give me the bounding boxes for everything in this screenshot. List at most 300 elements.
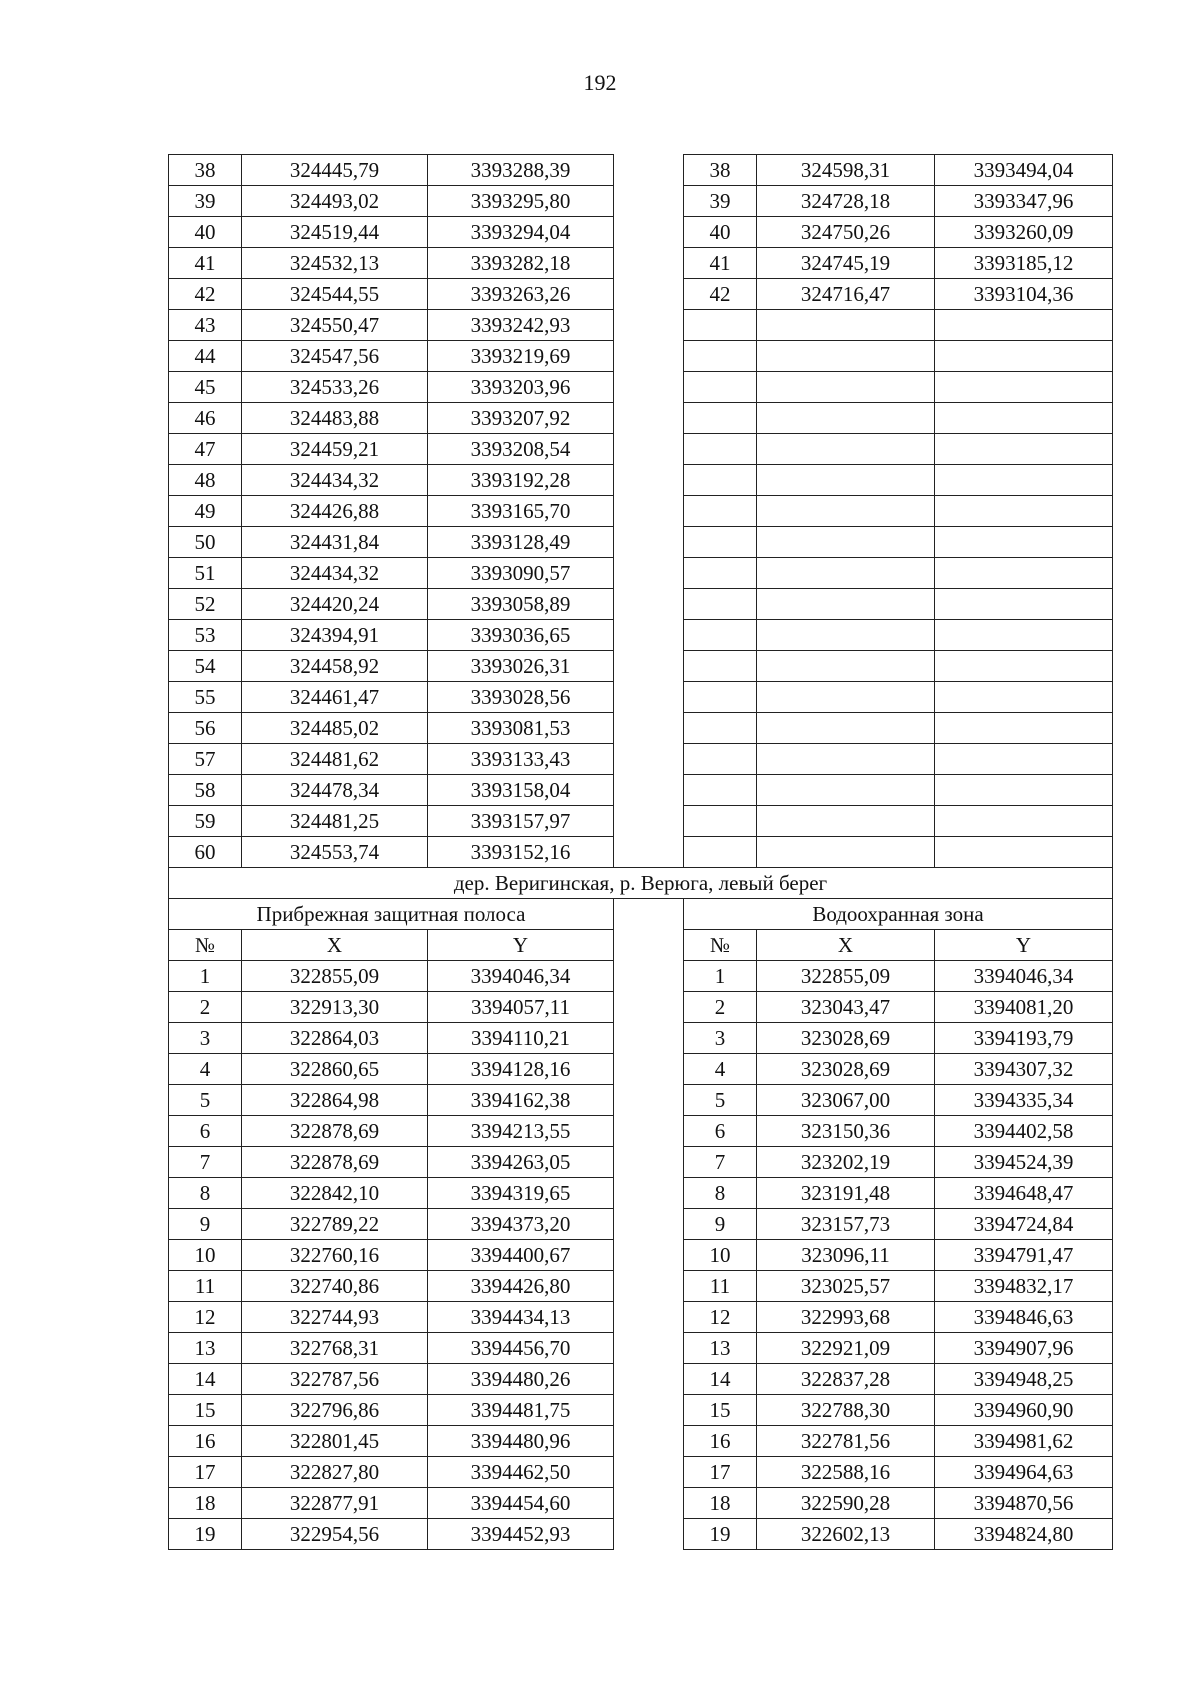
table-row — [169, 744, 1113, 775]
table-row — [169, 217, 1113, 248]
right-num-cell: 9 — [684, 1209, 757, 1240]
left-x-cell: 322787,56 — [242, 1364, 428, 1395]
right-num-cell — [684, 341, 757, 372]
table-row — [169, 403, 1113, 434]
left-y-cell: 3393207,92 — [428, 403, 614, 434]
left-x-cell: 324478,34 — [242, 775, 428, 806]
left-num-cell: 51 — [169, 558, 242, 589]
table-row — [169, 1054, 1113, 1085]
left-y-cell: 3394110,21 — [428, 1023, 614, 1054]
left-num-cell: 11 — [169, 1271, 242, 1302]
left-y-cell: 3394162,38 — [428, 1085, 614, 1116]
left-y-cell: 3394452,93 — [428, 1519, 614, 1550]
right-num-cell — [684, 310, 757, 341]
table-row — [169, 155, 1113, 186]
right-x-cell — [757, 372, 935, 403]
column-gap — [614, 1147, 684, 1178]
left-x-cell: 322744,93 — [242, 1302, 428, 1333]
table-row — [169, 1395, 1113, 1426]
right-x-cell: 323043,47 — [757, 992, 935, 1023]
left-x-cell: 322768,31 — [242, 1333, 428, 1364]
right-num-cell: 2 — [684, 992, 757, 1023]
column-gap — [614, 1240, 684, 1271]
right-x-cell: 323191,48 — [757, 1178, 935, 1209]
left-x-cell: 322855,09 — [242, 961, 428, 992]
right-y-cell — [935, 806, 1113, 837]
left-x-cell: 322827,80 — [242, 1457, 428, 1488]
right-x-cell: 324750,26 — [757, 217, 935, 248]
right-y-cell: 3394907,96 — [935, 1333, 1113, 1364]
left-y-cell: 3394046,34 — [428, 961, 614, 992]
left-x-cell: 324458,92 — [242, 651, 428, 682]
left-num-cell: 8 — [169, 1178, 242, 1209]
column-gap — [614, 1395, 684, 1426]
table-row — [169, 1333, 1113, 1364]
left-num-cell: 12 — [169, 1302, 242, 1333]
left-subtitle: Прибрежная защитная полоса — [169, 899, 614, 930]
table-row — [169, 496, 1113, 527]
left-y-cell: 3393288,39 — [428, 155, 614, 186]
table-row — [169, 651, 1113, 682]
left-x-cell: 322877,91 — [242, 1488, 428, 1519]
table-row — [169, 279, 1113, 310]
left-x-cell: 322878,69 — [242, 1147, 428, 1178]
table-row — [169, 961, 1113, 992]
table-row — [169, 527, 1113, 558]
right-y-cell — [935, 713, 1113, 744]
left-num-cell: 9 — [169, 1209, 242, 1240]
left-y-cell: 3393026,31 — [428, 651, 614, 682]
coordinates-table — [168, 154, 1113, 1550]
left-num-cell: 55 — [169, 682, 242, 713]
right-x-cell — [757, 341, 935, 372]
table-row — [169, 1457, 1113, 1488]
left-y-cell: 3393263,26 — [428, 279, 614, 310]
table-row — [169, 620, 1113, 651]
left-num-cell: 38 — [169, 155, 242, 186]
left-num-cell: 5 — [169, 1085, 242, 1116]
left-num-cell: 54 — [169, 651, 242, 682]
column-gap — [614, 1271, 684, 1302]
right-num-cell — [684, 496, 757, 527]
left-x-cell: 324532,13 — [242, 248, 428, 279]
right-y-cell — [935, 651, 1113, 682]
table-row — [169, 1364, 1113, 1395]
right-subtitle: Водоохранная зона — [684, 899, 1113, 930]
left-x-cell: 324533,26 — [242, 372, 428, 403]
table-row — [169, 1271, 1113, 1302]
right-y-cell: 3394402,58 — [935, 1116, 1113, 1147]
left-num-cell: 41 — [169, 248, 242, 279]
left-y-cell: 3394456,70 — [428, 1333, 614, 1364]
right-y-cell: 3394335,34 — [935, 1085, 1113, 1116]
column-gap — [614, 465, 684, 496]
right-x-cell — [757, 775, 935, 806]
left-num-cell: 19 — [169, 1519, 242, 1550]
right-x-cell — [757, 837, 935, 868]
right-x-cell — [757, 558, 935, 589]
right-y-cell: 3394832,17 — [935, 1271, 1113, 1302]
right-y-cell — [935, 341, 1113, 372]
left-x-cell: 324420,24 — [242, 589, 428, 620]
left-num-cell: 16 — [169, 1426, 242, 1457]
right-x-cell — [757, 651, 935, 682]
right-num-cell — [684, 775, 757, 806]
right-x-cell: 322602,13 — [757, 1519, 935, 1550]
left-y-cell: 3393219,69 — [428, 341, 614, 372]
left-y-cell: 3394426,80 — [428, 1271, 614, 1302]
right-x-cell — [757, 806, 935, 837]
column-gap — [614, 806, 684, 837]
table-row — [169, 1209, 1113, 1240]
right-num-cell: 11 — [684, 1271, 757, 1302]
right-y-cell: 3393185,12 — [935, 248, 1113, 279]
left-num-cell: 7 — [169, 1147, 242, 1178]
left-x-cell: 324519,44 — [242, 217, 428, 248]
left-num-cell: 39 — [169, 186, 242, 217]
right-num-cell: 4 — [684, 1054, 757, 1085]
column-gap — [614, 527, 684, 558]
column-gap — [614, 341, 684, 372]
table-row — [169, 589, 1113, 620]
left-y-cell: 3394480,96 — [428, 1426, 614, 1457]
table-row — [169, 558, 1113, 589]
right-x-cell — [757, 713, 935, 744]
right-x-header: X — [757, 930, 935, 961]
left-y-cell: 3393158,04 — [428, 775, 614, 806]
left-x-cell: 322796,86 — [242, 1395, 428, 1426]
column-gap — [614, 310, 684, 341]
right-y-cell: 3394824,80 — [935, 1519, 1113, 1550]
right-x-cell — [757, 620, 935, 651]
left-y-cell: 3394213,55 — [428, 1116, 614, 1147]
column-gap — [614, 930, 684, 961]
left-num-cell: 6 — [169, 1116, 242, 1147]
right-y-cell: 3394648,47 — [935, 1178, 1113, 1209]
right-num-cell: 5 — [684, 1085, 757, 1116]
left-num-cell: 58 — [169, 775, 242, 806]
left-y-cell: 3394481,75 — [428, 1395, 614, 1426]
right-x-cell: 324716,47 — [757, 279, 935, 310]
right-x-cell — [757, 465, 935, 496]
section-title: дер. Веригинская, р. Верюга, левый берег — [169, 868, 1113, 899]
column-gap — [614, 1209, 684, 1240]
right-y-cell — [935, 310, 1113, 341]
left-y-cell: 3394319,65 — [428, 1178, 614, 1209]
right-num-cell: 17 — [684, 1457, 757, 1488]
left-num-cell: 45 — [169, 372, 242, 403]
left-num-cell: 57 — [169, 744, 242, 775]
right-x-cell — [757, 682, 935, 713]
right-y-cell: 3394193,79 — [935, 1023, 1113, 1054]
table-row — [169, 1488, 1113, 1519]
top-coordinates-block — [169, 155, 1113, 868]
right-x-cell: 323028,69 — [757, 1054, 935, 1085]
left-y-cell: 3393165,70 — [428, 496, 614, 527]
right-num-cell — [684, 651, 757, 682]
right-y-cell: 3394981,62 — [935, 1426, 1113, 1457]
left-y-cell: 3394373,20 — [428, 1209, 614, 1240]
left-num-cell: 17 — [169, 1457, 242, 1488]
right-x-cell: 323028,69 — [757, 1023, 935, 1054]
right-y-cell — [935, 496, 1113, 527]
table-row — [169, 1147, 1113, 1178]
column-gap — [614, 1519, 684, 1550]
left-num-cell: 3 — [169, 1023, 242, 1054]
left-y-cell: 3394263,05 — [428, 1147, 614, 1178]
right-num-cell — [684, 527, 757, 558]
left-num-cell: 43 — [169, 310, 242, 341]
column-gap — [614, 620, 684, 651]
column-gap — [614, 434, 684, 465]
right-x-cell: 322921,09 — [757, 1333, 935, 1364]
left-num-cell: 49 — [169, 496, 242, 527]
right-num-cell — [684, 589, 757, 620]
table-row — [169, 1116, 1113, 1147]
bottom-coordinates-block — [169, 961, 1113, 1550]
table-row — [169, 465, 1113, 496]
right-x-cell: 323157,73 — [757, 1209, 935, 1240]
left-x-cell: 324481,62 — [242, 744, 428, 775]
right-x-cell: 324745,19 — [757, 248, 935, 279]
right-y-cell: 3394724,84 — [935, 1209, 1113, 1240]
left-num-cell: 46 — [169, 403, 242, 434]
left-x-cell: 322740,86 — [242, 1271, 428, 1302]
right-num-cell: 40 — [684, 217, 757, 248]
left-x-cell: 324394,91 — [242, 620, 428, 651]
right-x-cell — [757, 403, 935, 434]
right-y-cell: 3394960,90 — [935, 1395, 1113, 1426]
left-num-cell: 48 — [169, 465, 242, 496]
table-row — [169, 682, 1113, 713]
table-row — [169, 186, 1113, 217]
left-y-cell: 3393128,49 — [428, 527, 614, 558]
right-y-cell: 3393494,04 — [935, 155, 1113, 186]
column-gap — [614, 1116, 684, 1147]
right-y-cell: 3393260,09 — [935, 217, 1113, 248]
left-x-cell: 324445,79 — [242, 155, 428, 186]
right-x-cell: 322588,16 — [757, 1457, 935, 1488]
table-row — [169, 434, 1113, 465]
left-num-cell: 44 — [169, 341, 242, 372]
right-x-cell — [757, 527, 935, 558]
left-y-cell: 3393203,96 — [428, 372, 614, 403]
table-row — [169, 1085, 1113, 1116]
left-y-cell: 3394128,16 — [428, 1054, 614, 1085]
column-gap — [614, 155, 684, 186]
right-x-cell — [757, 434, 935, 465]
left-y-cell: 3393157,97 — [428, 806, 614, 837]
left-y-cell: 3393090,57 — [428, 558, 614, 589]
column-gap — [614, 279, 684, 310]
right-y-cell — [935, 682, 1113, 713]
column-gap — [614, 1302, 684, 1333]
section-header-block — [169, 868, 1113, 961]
right-num-cell: 19 — [684, 1519, 757, 1550]
table-row — [169, 713, 1113, 744]
table-row — [169, 1302, 1113, 1333]
right-num-cell — [684, 713, 757, 744]
left-x-cell: 324483,88 — [242, 403, 428, 434]
column-gap — [614, 1457, 684, 1488]
column-gap — [614, 837, 684, 868]
left-num-cell: 59 — [169, 806, 242, 837]
right-num-cell: 15 — [684, 1395, 757, 1426]
column-gap — [614, 899, 684, 930]
column-gap — [614, 248, 684, 279]
right-y-cell: 3394307,32 — [935, 1054, 1113, 1085]
right-num-cell — [684, 372, 757, 403]
right-x-cell: 323025,57 — [757, 1271, 935, 1302]
column-gap — [614, 1488, 684, 1519]
right-num-cell: 42 — [684, 279, 757, 310]
right-y-cell: 3394524,39 — [935, 1147, 1113, 1178]
table-row — [169, 248, 1113, 279]
left-x-cell: 324431,84 — [242, 527, 428, 558]
left-num-cell: 40 — [169, 217, 242, 248]
left-y-cell: 3394454,60 — [428, 1488, 614, 1519]
column-gap — [614, 1426, 684, 1457]
right-x-cell — [757, 744, 935, 775]
right-num-cell: 8 — [684, 1178, 757, 1209]
right-y-cell: 3394081,20 — [935, 992, 1113, 1023]
column-gap — [614, 744, 684, 775]
right-y-cell: 3394870,56 — [935, 1488, 1113, 1519]
left-num-cell: 10 — [169, 1240, 242, 1271]
right-num-cell — [684, 744, 757, 775]
right-x-cell: 322788,30 — [757, 1395, 935, 1426]
left-x-cell: 322864,03 — [242, 1023, 428, 1054]
left-y-cell: 3393036,65 — [428, 620, 614, 651]
left-y-cell: 3393028,56 — [428, 682, 614, 713]
right-num-cell: 10 — [684, 1240, 757, 1271]
right-x-cell — [757, 496, 935, 527]
left-x-header: X — [242, 930, 428, 961]
column-gap — [614, 217, 684, 248]
right-y-cell — [935, 372, 1113, 403]
right-x-cell: 322781,56 — [757, 1426, 935, 1457]
right-x-cell: 323150,36 — [757, 1116, 935, 1147]
table-row — [169, 341, 1113, 372]
left-x-cell: 324493,02 — [242, 186, 428, 217]
right-y-cell — [935, 589, 1113, 620]
right-y-cell: 3393104,36 — [935, 279, 1113, 310]
left-y-cell: 3394480,26 — [428, 1364, 614, 1395]
left-x-cell: 322860,65 — [242, 1054, 428, 1085]
column-gap — [614, 713, 684, 744]
left-y-header: Y — [428, 930, 614, 961]
table-row — [169, 1023, 1113, 1054]
left-x-cell: 324481,25 — [242, 806, 428, 837]
right-num-cell: 18 — [684, 1488, 757, 1519]
column-gap — [614, 775, 684, 806]
column-gap — [614, 403, 684, 434]
right-x-cell: 322855,09 — [757, 961, 935, 992]
table-row — [169, 1519, 1113, 1550]
left-x-cell: 324550,47 — [242, 310, 428, 341]
left-y-cell: 3393081,53 — [428, 713, 614, 744]
left-x-cell: 324434,32 — [242, 558, 428, 589]
table-row — [169, 806, 1113, 837]
column-gap — [614, 992, 684, 1023]
left-y-cell: 3394434,13 — [428, 1302, 614, 1333]
left-y-cell: 3393192,28 — [428, 465, 614, 496]
right-num-cell: 3 — [684, 1023, 757, 1054]
table-row — [169, 1426, 1113, 1457]
right-y-cell: 3394791,47 — [935, 1240, 1113, 1271]
left-x-cell: 324547,56 — [242, 341, 428, 372]
left-num-cell: 13 — [169, 1333, 242, 1364]
right-y-cell — [935, 465, 1113, 496]
right-num-cell — [684, 558, 757, 589]
right-num-cell — [684, 434, 757, 465]
left-num-cell: 2 — [169, 992, 242, 1023]
left-num-cell: 60 — [169, 837, 242, 868]
left-x-cell: 322913,30 — [242, 992, 428, 1023]
column-gap — [614, 1023, 684, 1054]
column-gap — [614, 558, 684, 589]
left-x-cell: 322878,69 — [242, 1116, 428, 1147]
right-num-cell — [684, 465, 757, 496]
right-x-cell: 323067,00 — [757, 1085, 935, 1116]
column-gap — [614, 1178, 684, 1209]
table-row — [169, 372, 1113, 403]
right-y-cell: 3394964,63 — [935, 1457, 1113, 1488]
right-x-cell: 323096,11 — [757, 1240, 935, 1271]
left-num-header: № — [169, 930, 242, 961]
left-num-cell: 53 — [169, 620, 242, 651]
left-x-cell: 324485,02 — [242, 713, 428, 744]
left-y-cell: 3393282,18 — [428, 248, 614, 279]
right-num-cell: 12 — [684, 1302, 757, 1333]
left-x-cell: 322842,10 — [242, 1178, 428, 1209]
column-gap — [614, 496, 684, 527]
right-y-cell: 3394948,25 — [935, 1364, 1113, 1395]
table-row — [169, 837, 1113, 868]
right-x-cell: 322993,68 — [757, 1302, 935, 1333]
column-gap — [614, 682, 684, 713]
column-gap — [614, 589, 684, 620]
left-x-cell: 324544,55 — [242, 279, 428, 310]
right-x-cell: 322837,28 — [757, 1364, 935, 1395]
left-y-cell: 3393294,04 — [428, 217, 614, 248]
column-gap — [614, 1085, 684, 1116]
right-num-cell — [684, 837, 757, 868]
right-x-cell — [757, 589, 935, 620]
right-x-cell — [757, 310, 935, 341]
right-num-header: № — [684, 930, 757, 961]
left-y-cell: 3393295,80 — [428, 186, 614, 217]
table-row — [169, 1240, 1113, 1271]
left-y-cell: 3393152,16 — [428, 837, 614, 868]
right-x-cell: 323202,19 — [757, 1147, 935, 1178]
right-x-cell: 322590,28 — [757, 1488, 935, 1519]
left-num-cell: 50 — [169, 527, 242, 558]
right-num-cell — [684, 806, 757, 837]
left-y-cell: 3393058,89 — [428, 589, 614, 620]
column-gap — [614, 1054, 684, 1085]
right-num-cell: 6 — [684, 1116, 757, 1147]
left-y-cell: 3394400,67 — [428, 1240, 614, 1271]
table-row — [169, 1178, 1113, 1209]
left-num-cell: 15 — [169, 1395, 242, 1426]
left-x-cell: 322864,98 — [242, 1085, 428, 1116]
table-row — [169, 775, 1113, 806]
right-y-cell: 3393347,96 — [935, 186, 1113, 217]
left-num-cell: 4 — [169, 1054, 242, 1085]
left-x-cell: 322789,22 — [242, 1209, 428, 1240]
right-y-cell — [935, 527, 1113, 558]
